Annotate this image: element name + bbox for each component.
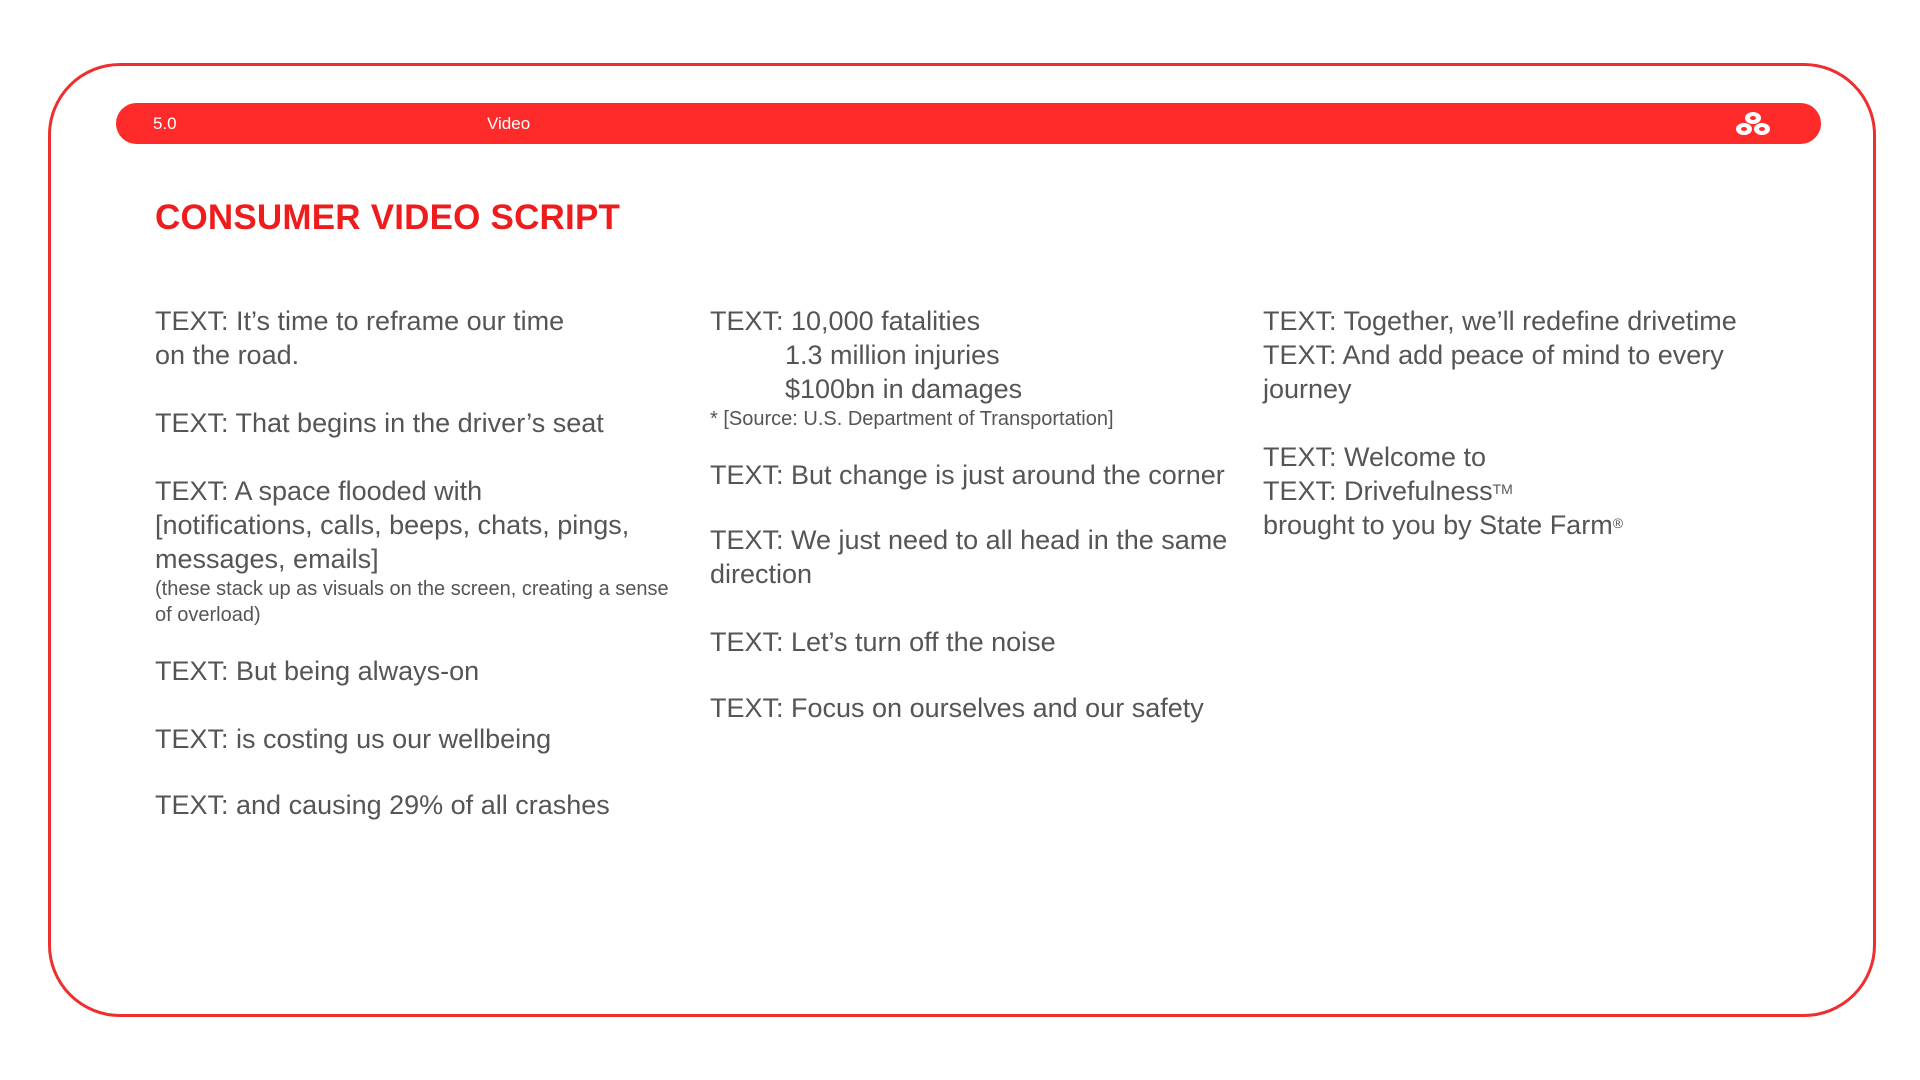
script-line-brand: [1263, 474, 1803, 508]
brand-name: TEXT: Drivefulness: [1263, 476, 1493, 506]
script-line: TEXT: Focus on ourselves and our safety: [710, 693, 1204, 723]
script-line: on the road.: [155, 340, 300, 370]
script-line: TEXT: We just need to all head in the same direction: [710, 525, 1228, 589]
sponsor-text: brought to you by State Farm: [1263, 510, 1613, 540]
script-line: TEXT: and causing 29% of all crashes: [155, 790, 610, 820]
script-line: TEXT: Let’s turn off the noise: [710, 627, 1056, 657]
visual-note: (these stack up as visuals on the screen, creating a sense of overload): [155, 578, 669, 626]
script-line: TEXT: A space flooded with: [155, 476, 483, 506]
script-line: TEXT: But change is just around the corner: [710, 460, 1225, 490]
script-column-1: [155, 304, 675, 822]
script-line: [notifications, calls, beeps, chats, pings, messages, emails]: [155, 510, 630, 574]
script-line: TEXT: 10,000 fatalities: [710, 306, 981, 336]
script-line: $100bn in damages: [785, 374, 1023, 404]
section-name: Video: [487, 114, 531, 133]
script-line: TEXT: That begins in the driver’s seat: [155, 408, 604, 438]
section-number: 5.0: [153, 114, 177, 133]
section-header-bar: [116, 103, 1821, 144]
page-title: CONSUMER VIDEO SCRIPT: [155, 198, 621, 237]
script-line: 1.3 million injuries: [785, 340, 1000, 370]
script-line: TEXT: is costing us our wellbeing: [155, 724, 552, 754]
script-line: TEXT: Welcome to: [1263, 442, 1487, 472]
script-column-3: [1263, 304, 1803, 542]
script-column-2: [710, 304, 1230, 725]
source-note: * [Source: U.S. Department of Transportation]: [710, 408, 1114, 430]
trademark-mark: TM: [1492, 481, 1513, 497]
script-line: TEXT: It’s time to reframe our time: [155, 306, 565, 336]
script-line: TEXT: Together, we’ll redefine drivetime: [1263, 306, 1737, 336]
script-line: TEXT: But being always-on: [155, 656, 480, 686]
script-line: TEXT: And add peace of mind to every journey: [1263, 340, 1724, 404]
state-farm-logo-icon: [1735, 111, 1771, 137]
registered-mark: ®: [1612, 515, 1624, 531]
script-line-sponsor: [1263, 508, 1803, 542]
